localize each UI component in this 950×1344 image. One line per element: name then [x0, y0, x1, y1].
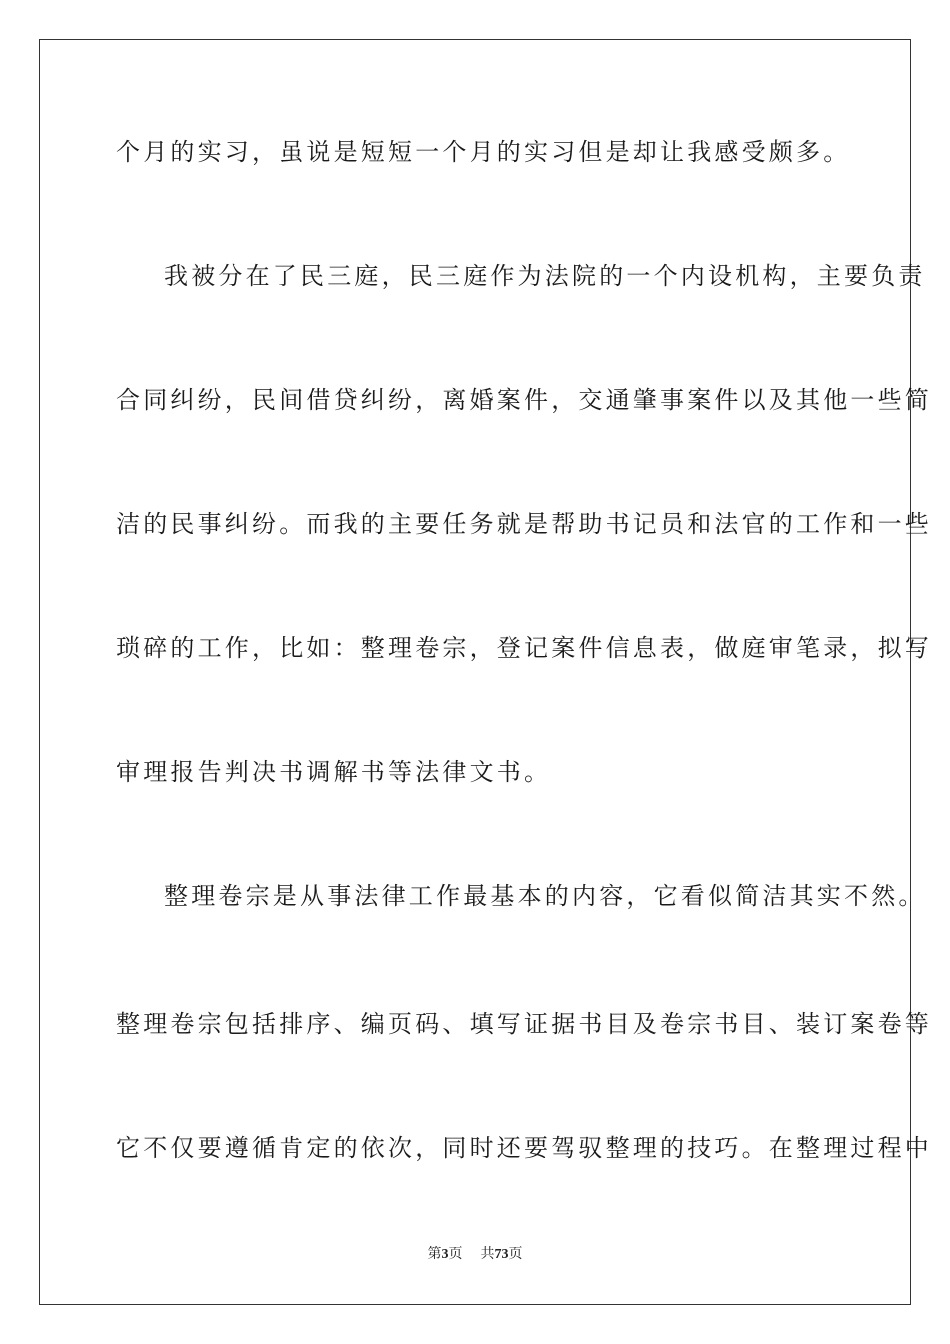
text-line-2: 我被分在了民三庭，民三庭作为法院的一个内设机构，主要负责 [164, 262, 926, 290]
page-footer [0, 1246, 950, 1264]
page-number: 3 [441, 1247, 449, 1262]
text-line-8: 整理卷宗包括排序、编页码、填写证据书目及卷宗书目、装订案卷等 [116, 1010, 932, 1038]
text-line-9: 它不仅要遵循肯定的依次，同时还要驾驭整理的技巧。在整理过程中 [116, 1134, 932, 1162]
total-suffix: 页 [508, 1247, 523, 1262]
text-line-7: 整理卷宗是从事法律工作最基本的内容，它看似简洁其实不然。 [164, 882, 926, 910]
total-pages: 73 [494, 1247, 509, 1262]
page-suffix: 页 [448, 1247, 463, 1262]
text-line-3: 合同纠纷，民间借贷纠纷，离婚案件，交通肇事案件以及其他一些简 [116, 386, 932, 414]
page-border [39, 39, 932, 1305]
page-prefix: 第 [427, 1247, 442, 1262]
text-line-4: 洁的民事纠纷。而我的主要任务就是帮助书记员和法官的工作和一些 [116, 510, 932, 538]
total-prefix: 共 [480, 1247, 495, 1262]
text-line-6: 审理报告判决书调解书等法律文书。 [116, 758, 552, 786]
text-line-1: 个月的实习，虽说是短短一个月的实习但是却让我感受颇多。 [116, 138, 851, 166]
text-line-5: 琐碎的工作，比如：整理卷宗，登记案件信息表，做庭审笔录，拟写 [116, 634, 932, 662]
